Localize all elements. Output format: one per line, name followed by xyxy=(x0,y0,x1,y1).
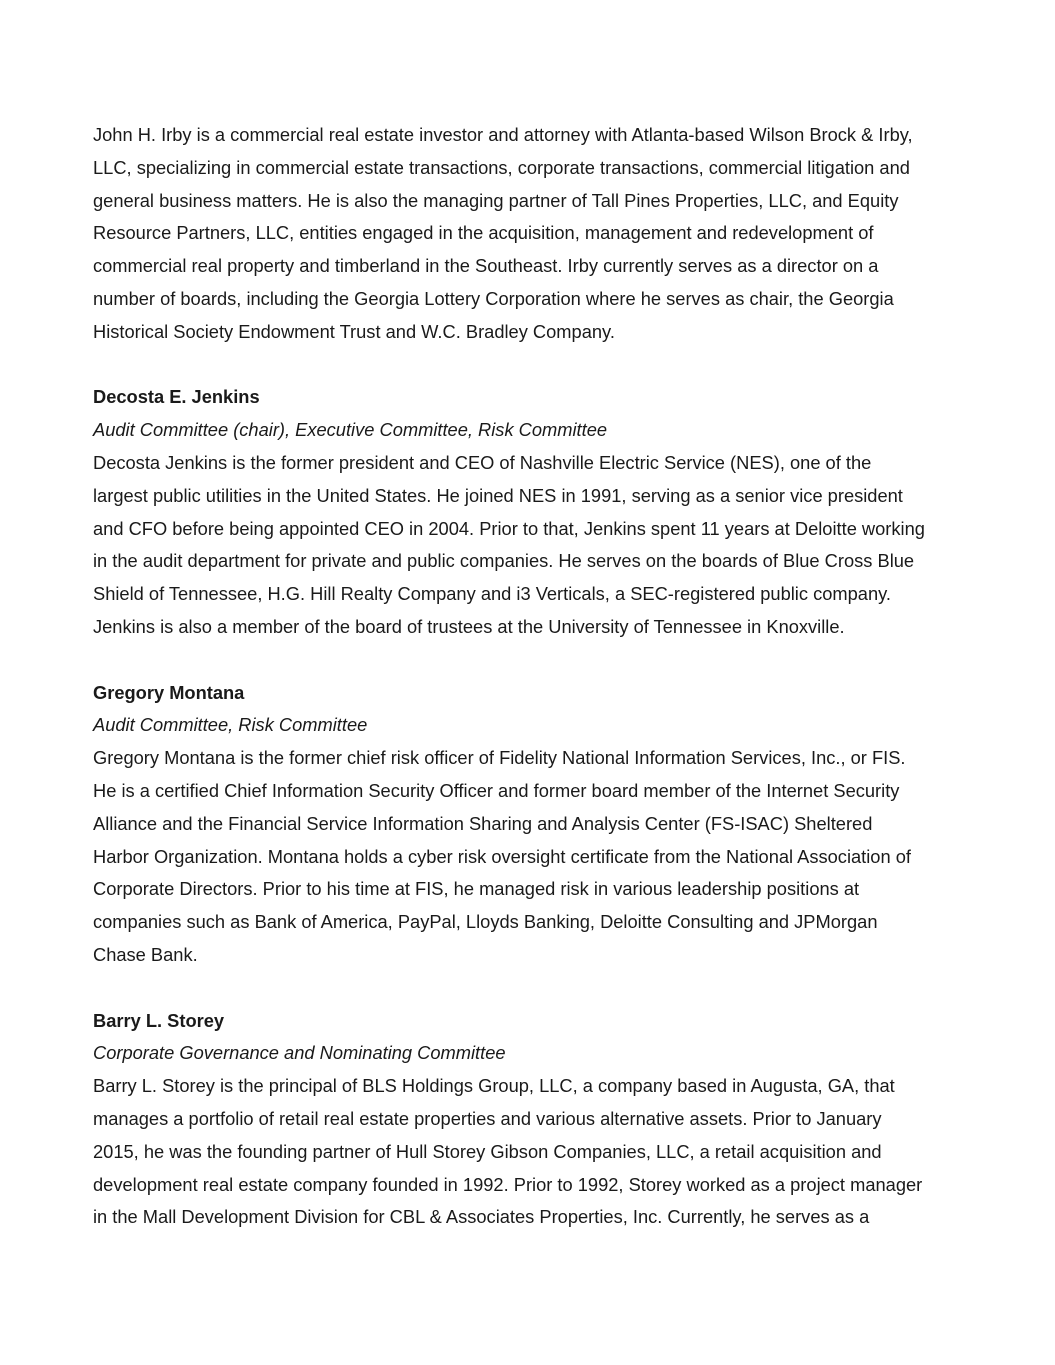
director-bio: Decosta Jenkins is the former president and CEO of Nashville Electric Service (NES), one of the largest public utilities in the United States. He joined NES in 1991, serving as a senior vice president and CFO before being appointed CEO in 2004. Prior to that, Jenkins spent 11 years at Deloitte working in the audit department for private and public companies. He serves on the boards of Blue Cross Blue Shield of Tennessee, H.G. Hill Realty Company and i3 Verticals, a SEC-registered public company. Jenkins is also a member of the board of trustees at the University of Tennessee in Knoxville. xyxy=(93,451,925,637)
director-section-jenkins xyxy=(93,381,973,643)
director-section-montana xyxy=(93,677,973,972)
director-name: Barry L. Storey xyxy=(93,1009,225,1031)
director-section-storey xyxy=(93,1005,973,1235)
director-committees: Corporate Governance and Nominating Committee xyxy=(93,1042,506,1064)
director-committees: Audit Committee, Risk Committee xyxy=(93,714,368,736)
director-bio: Barry L. Storey is the principal of BLS Holdings Group, LLC, a company based in Augusta, GA, that manages a portfolio of retail real estate properties and various alternative assets. Prior to January 2015, he was the founding partner of Hull Storey Gibson Companies, LLC, a retail acquisition and development real estate company founded in 1992. Prior to 1992, Storey worked as a project manager in the Mall Development Division for CBL & Associates Properties, Inc. Currently, he serves as a xyxy=(93,1075,923,1228)
director-bio: Gregory Montana is the former chief risk officer of Fidelity National Information Services, Inc., or FIS. He is a certified Chief Information Security Officer and former board member of the Internet Security Alliance and the Financial Service Information Sharing and Analysis Center (FS-ISAC) Sheltered Harbor Organization. Montana holds a cyber risk oversight certificate from the National Association of Corporate Directors. Prior to his time at FIS, he managed risk in various leadership positions at companies such as Bank of America, PayPal, Lloyds Banking, Deloitte Consulting and JPMorgan Chase Bank. xyxy=(93,747,911,965)
director-name: Gregory Montana xyxy=(93,681,245,703)
page-content xyxy=(93,119,973,1234)
director-name: Decosta E. Jenkins xyxy=(93,386,260,408)
intro-paragraph: John H. Irby is a commercial real estate investor and attorney with Atlanta-based Wilson Brock & Irby, LLC, specializing in commercial estate transactions, corporate transactions, commercial litigation and general business matters. He is also the managing partner of Tall Pines Properties, LLC, and Equity Resource Partners, LLC, entities engaged in the acquisition, management and redevelopment of commercial real property and timberland in the Southeast. Irby currently serves as a director on a number of boards, including the Georgia Lottery Corporation where he serves as chair, the Georgia Historical Society Endowment Trust and W.C. Bradley Company. xyxy=(93,124,913,342)
director-committees: Audit Committee (chair), Executive Committee, Risk Committee xyxy=(93,419,608,441)
